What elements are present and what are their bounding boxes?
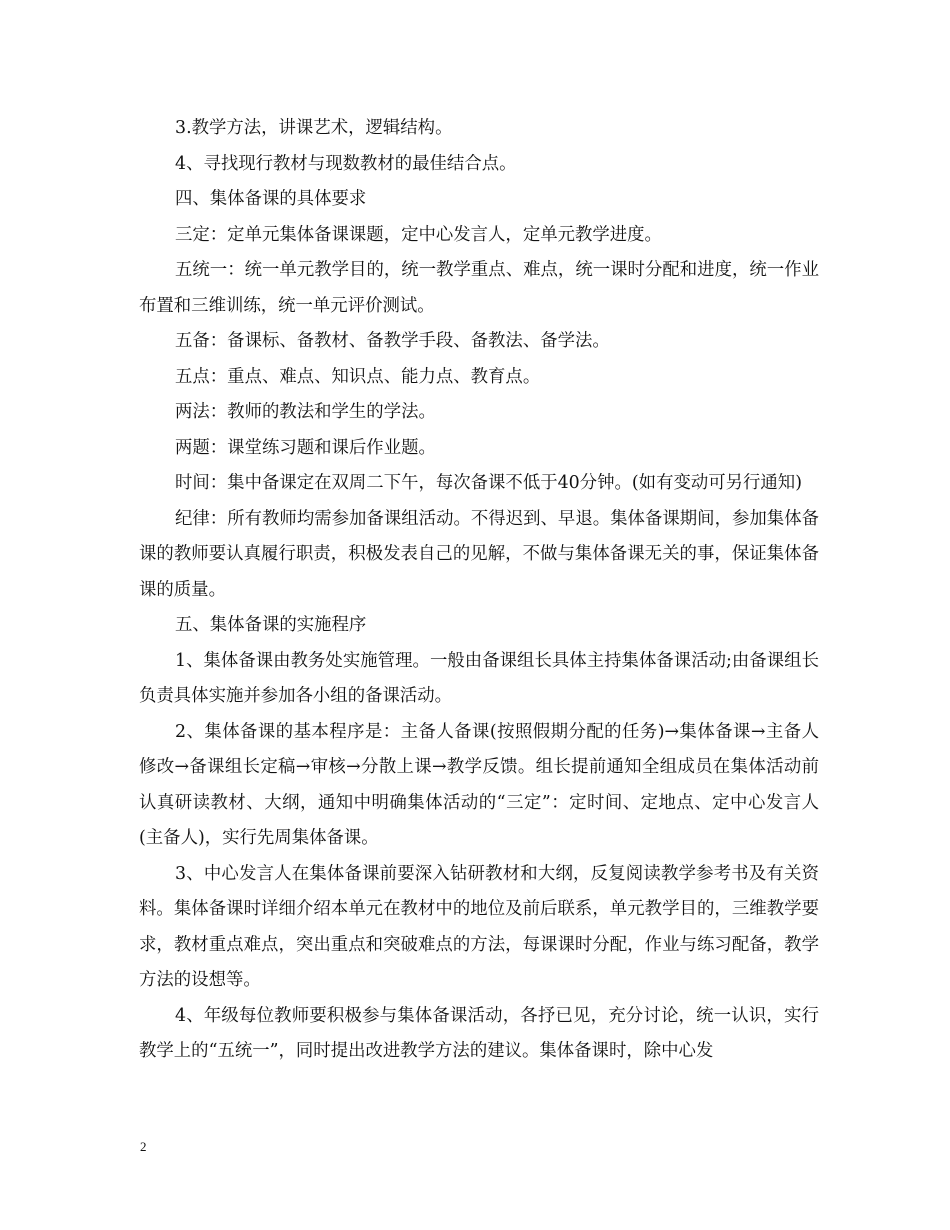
- paragraph-two-methods: 两法：教师的教法和学生的学法。: [175, 402, 436, 422]
- paragraph-three-fixed: 三定：定单元集体备课课题，定中心发言人，定单元教学进度。: [175, 224, 662, 245]
- paragraph-five-unified: 五统一：统一单元教学目的，统一教学重点、难点，统一课时分配和进度，统一作业布置和三维训练，统一单元评价测试。: [139, 260, 819, 316]
- page-number: 2: [140, 1139, 147, 1154]
- paragraph-procedure-2: 2、集体备课的基本程序是：主备人备课(按照假期分配的任务)→集体备课→主备人修改→备课组长定稿→审核→分散上课→教学反馈。组长提前通知全组成员在集体活动前认真研读教材、大纲，通知中明确集体活动的“三定”：定时间、定地点、定中心发言人(主备人)，实行先周集体备课。: [139, 721, 819, 848]
- document-body: [139, 111, 819, 1070]
- paragraph-two-exercises: 两题：课堂练习题和课后作业题。: [175, 437, 436, 458]
- paragraph-discipline: 纪律：所有教师均需参加备课组活动。不得迟到、早退。集体备课期间，参加集体备课的教师要认真履行职责，积极发表自己的见解，不做与集体备课无关的事，保证集体备课的质量。: [139, 508, 819, 600]
- section-heading-procedure: 五、集体备课的实施程序: [175, 615, 367, 635]
- paragraph-procedure-3: 3、中心发言人在集体备课前要深入钻研教材和大纲，反复阅读教学参考书及有关资料。集体备课时详细介绍本单元在教材中的地位及前后联系，单元教学目的，三维教学要求，教材重点难点，突出重点和突破难点的方法，每课课时分配，作业与练习配备，教学方法的设想等。: [139, 863, 819, 990]
- paragraph-procedure-1: 1、集体备课由教务处实施管理。一般由备课组长具体主持集体备课活动;由备课组长负责具体实施并参加各小组的备课活动。: [139, 650, 819, 706]
- paragraph-time: 时间：集中备课定在双周二下午，每次备课不低于40分钟。(如有变动可另行通知): [175, 473, 802, 493]
- paragraph-procedure-4: 4、年级每位教师要积极参与集体备课活动，各抒已见，充分讨论，统一认识，实行教学上的“五统一”，同时提出改进教学方法的建议。集体备课时，除中心发: [139, 1005, 819, 1061]
- paragraph-five-points: 五点：重点、难点、知识点、能力点、教育点。: [175, 366, 541, 387]
- paragraph-five-preparations: 五备：备课标、备教材、备教学手段、备教法、备学法。: [175, 331, 610, 351]
- section-heading-requirements: 四、集体备课的具体要求: [175, 189, 367, 209]
- paragraph-teaching-method: 3.教学方法，讲课艺术，逻辑结构。: [175, 118, 453, 138]
- paragraph-textbook-integration: 4、寻找现行教材与现数教材的最佳结合点。: [175, 153, 517, 174]
